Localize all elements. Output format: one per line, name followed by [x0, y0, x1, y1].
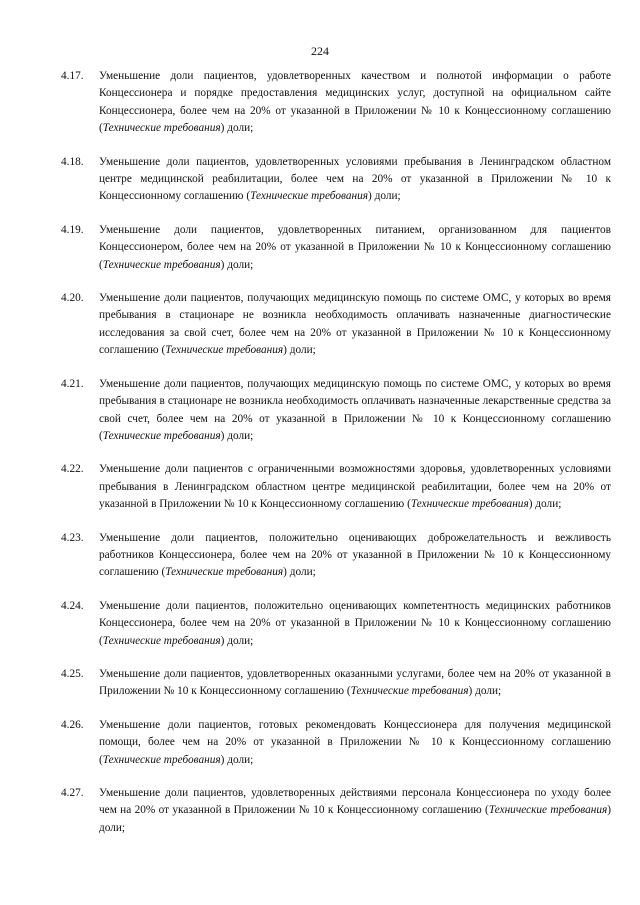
clause-number: 4.23.: [61, 531, 84, 544]
clause-number: 4.20.: [61, 292, 84, 305]
reference-title: Технические требования: [165, 344, 284, 357]
clause-number: 4.24.: [61, 599, 84, 612]
clause-text: Уменьшение доли пациентов с ограниченными возможностями здоровья, удовлетворенных условиями пребывания в Ленинградском областном центре медицинской реабилитации, более чем на 20% от указанной в Приложении № 10 к Концессионному соглашению (Технические требования) доли;: [99, 463, 611, 511]
clause-number: 4.18.: [61, 155, 84, 168]
clause-4-25: [61, 666, 611, 701]
reference-title: Технические требования: [102, 634, 221, 647]
clause-text: Уменьшение доли пациентов, удовлетворенных оказанными услугами, более чем на 20% от указанной в Приложении № 10 к Концессионному соглашению (Технические требования) доли;: [99, 667, 611, 698]
clause-number: 4.26.: [61, 718, 84, 731]
clause-4-21: [61, 376, 611, 446]
clause-number: 4.25.: [61, 667, 84, 680]
clause-text: Уменьшение доли пациентов, получающих медицинскую помощь по системе ОМС, у которых во время пребывания в стационаре не возникла необходимость оплачивать назначенные лекарственные средства за свой счет, более чем на 20% от указанной в Приложении № 10 к Концессионному соглашению (Технические требования) доли;: [99, 377, 611, 442]
clause-4-23: [61, 530, 611, 582]
clause-4-24: [61, 598, 611, 650]
reference-title: Технические требования: [102, 258, 221, 271]
clause-text: Уменьшение доли пациентов, положительно оценивающих компетентность медицинских работников Концессионера, более чем на 20% от указанной в Приложении № 10 к Концессионному соглашению (Технические требования) доли;: [99, 599, 611, 647]
clause-4-19: [61, 222, 611, 274]
reference-title: Технические требования: [410, 498, 529, 511]
reference-title: Технические требования: [102, 429, 221, 442]
reference-title: Технические требования: [488, 804, 608, 817]
clause-text: Уменьшение доли пациентов, удовлетворенных питанием, организованном для пациентов Концессионером, более чем на 20% от указанной в Приложении № 10 к Концессионному соглашению (Технические требования) доли;: [99, 223, 611, 271]
page-number: 224: [311, 44, 329, 58]
clause-text: Уменьшение доли пациентов, положительно оценивающих доброжелательность и вежливость работников Концессионера, более чем на 20% от указанной в Приложении № 10 к Концессионному соглашению (Технические требования) доли;: [99, 531, 611, 579]
clause-4-22: [61, 461, 611, 513]
clause-4-26: [61, 717, 611, 769]
reference-title: Технические требования: [165, 566, 284, 579]
clause-number: 4.21.: [61, 377, 84, 390]
clause-number: 4.27.: [61, 787, 84, 799]
clause-text: Уменьшение доли пациентов, готовых рекомендовать Концессионера для получения медицинской помощи, более чем на 20% от указанной в Приложении № 10 к Концессионному соглашению (Технические требования) доли;: [99, 718, 611, 766]
reference-title: Технические требования: [250, 190, 368, 203]
clause-text: Уменьшение доли пациентов, удовлетворенных действиями персонала Концессионера по уходу более чем на 20% от указанной в Приложении № 10 к Концессионному соглашению (Технические требования) доли;: [99, 787, 611, 834]
clause-list: [61, 68, 611, 853]
reference-title: Технические требования: [350, 685, 469, 698]
clause-4-17: [61, 68, 611, 138]
clause-4-20: [61, 290, 611, 360]
reference-title: Технические требования: [102, 122, 221, 135]
clause-number: 4.17.: [61, 70, 84, 82]
clause-4-18: [61, 154, 611, 206]
clause-text: Уменьшение доли пациентов, удовлетворенных условиями пребывания в Ленинградском областном центре медицинской реабилитации, более чем на 20% от указанной в Приложении № 10 к Концессионному соглашению (Технические требования) доли;: [99, 155, 611, 203]
clause-text: Уменьшение доли пациентов, удовлетворенных качеством и полнотой информации о работе Концессионера и порядке предоставления медицинских услуг, доступной на официальном сайте Концессионера, более чем на 20% от указанной в Приложении № 10 к Концессионному соглашению (Технические требования) доли;: [99, 70, 611, 135]
clause-number: 4.19.: [61, 223, 84, 236]
clause-4-27: [61, 785, 611, 837]
clause-number: 4.22.: [61, 463, 84, 476]
reference-title: Технические требования: [102, 753, 221, 766]
clause-text: Уменьшение доли пациентов, получающих медицинскую помощь по системе ОМС, у которых во время пребывания в стационаре не возникла необходимость оплачивать назначенные диагностические исследования за свой счет, более чем на 20% от указанной в Приложении № 10 к Концессионному соглашению (Технические требования) доли;: [99, 292, 612, 357]
